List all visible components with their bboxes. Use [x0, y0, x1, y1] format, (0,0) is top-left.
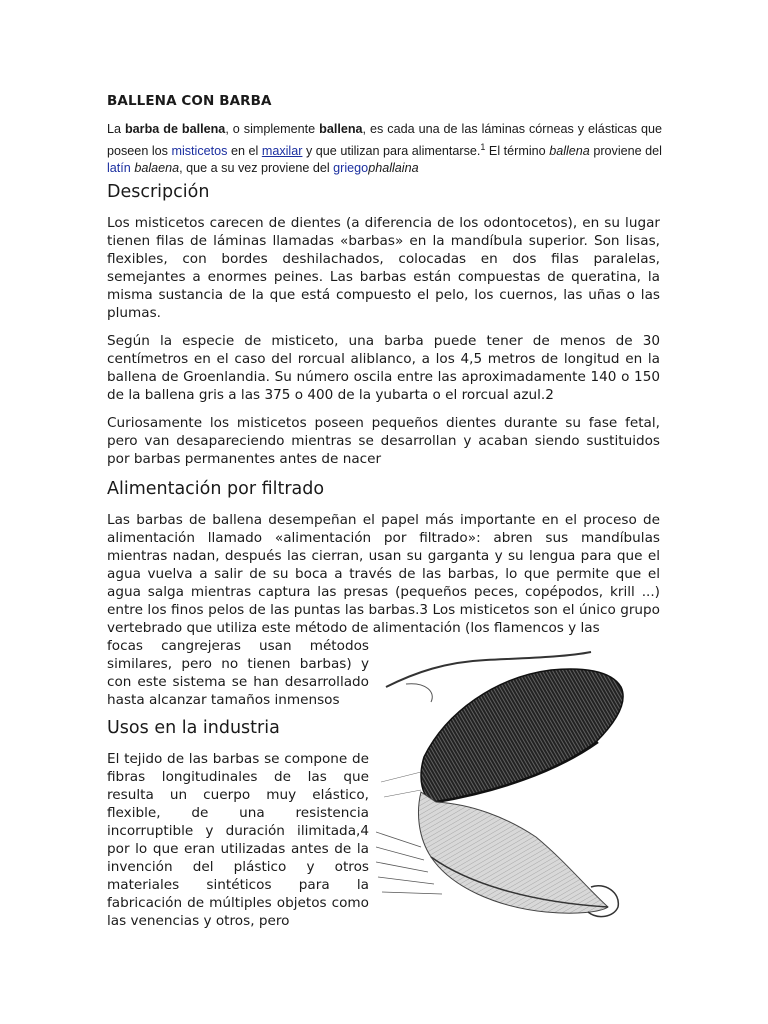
- intro-text: en el: [227, 143, 262, 158]
- footnote-ref[interactable]: 1: [480, 141, 486, 152]
- document-title: BALLENA CON BARBA: [107, 93, 272, 109]
- descripcion-paragraph-2: Según la especie de misticeto, una barba puede tener de menos de 30 centímetros en el caso del rorcual aliblanco, a los 4,5 metros de longitud en la ballena de Groenlandia. Su número oscila entre las aproximadamente 140 o 150 de la ballena gris a las 375 o 400 de la yubarta o el rorcual azul.2: [107, 333, 660, 403]
- intro-italic-term: balaena: [134, 161, 180, 176]
- intro-italic-term: phallaina: [368, 161, 419, 176]
- intro-text: El término: [485, 143, 550, 158]
- baleen-illustration: [376, 632, 638, 924]
- latin-link[interactable]: latín: [107, 161, 131, 176]
- heading-usos: Usos en la industria: [107, 718, 280, 738]
- intro-bold-term: ballena: [319, 122, 363, 136]
- heading-alimentacion: Alimentación por filtrado: [107, 479, 325, 499]
- intro-text: , es cada una de las láminas córneas y elásticas que poseen los: [107, 122, 662, 158]
- intro-paragraph: [107, 121, 662, 178]
- intro-text: y que utilizan para alimentarse.: [302, 143, 481, 158]
- intro-text: proviene del: [589, 143, 662, 158]
- intro-italic-term: ballena: [549, 143, 590, 158]
- intro-text: , o simplemente: [225, 122, 320, 136]
- descripcion-paragraph-3: Curiosamente los misticetos poseen pequeños dientes durante su fase fetal, pero van desapareciendo mientras se desarrollan y acaban siendo sustituidos por barbas permanentes antes de nacer: [107, 415, 660, 467]
- usos-paragraph: El tejido de las barbas se compone de fibras longitudinales de las que resulta un cuerpo muy elástico, flexible, de una resistencia incorruptible y duración ilimitada,4 por lo que eran utilizadas antes de la invención del plástico y otros materiales sintéticos para la fabricación de múltiples objetos como las venencias y otros, pero: [107, 751, 369, 929]
- heading-descripcion: Descripción: [107, 182, 210, 202]
- griego-link[interactable]: griego: [333, 161, 369, 176]
- alimentacion-paragraph-continued: focas cangrejeras usan métodos similares, pero no tienen barbas) y con este sistema se han desarrollado hasta alcanzar tamaños inmensos: [107, 638, 369, 708]
- misticetos-link[interactable]: misticetos: [171, 143, 228, 158]
- intro-bold-term: barba de ballena: [124, 122, 226, 136]
- maxilar-link[interactable]: maxilar: [261, 143, 303, 158]
- intro-text: , que a su vez proviene del: [179, 161, 334, 176]
- intro-text: La: [107, 122, 125, 136]
- descripcion-paragraph-1: Los misticetos carecen de dientes (a diferencia de los odontocetos), en su lugar tienen filas de láminas llamadas «barbas» en la mandíbula superior. Son lisas, flexibles, con bordes deshilachados, colocadas en dos filas paralelas, semejantes a enormes peines. Las barbas están compuestas de queratina, la misma sustancia de la que está compuesto el pelo, los cuernos, las uñas o las plumas.: [107, 215, 660, 321]
- alimentacion-paragraph: Las barbas de ballena desempeñan el papel más importante en el proceso de alimentación llamado «alimentación por filtrado»: abren sus mandíbulas mientras nadan, después las cierran, usan su garganta y su lengua para que el agua vuelva a salir de su boca a través de las barbas, lo que permite que el agua salga mientras captura las presas (pequeños peces, copépodos, krill ...) entre los finos pelos de las puntas las barbas.3 Los misticetos son el único grupo vertebrado que utiliza este método de alimentación (los flamencos y las: [107, 512, 660, 636]
